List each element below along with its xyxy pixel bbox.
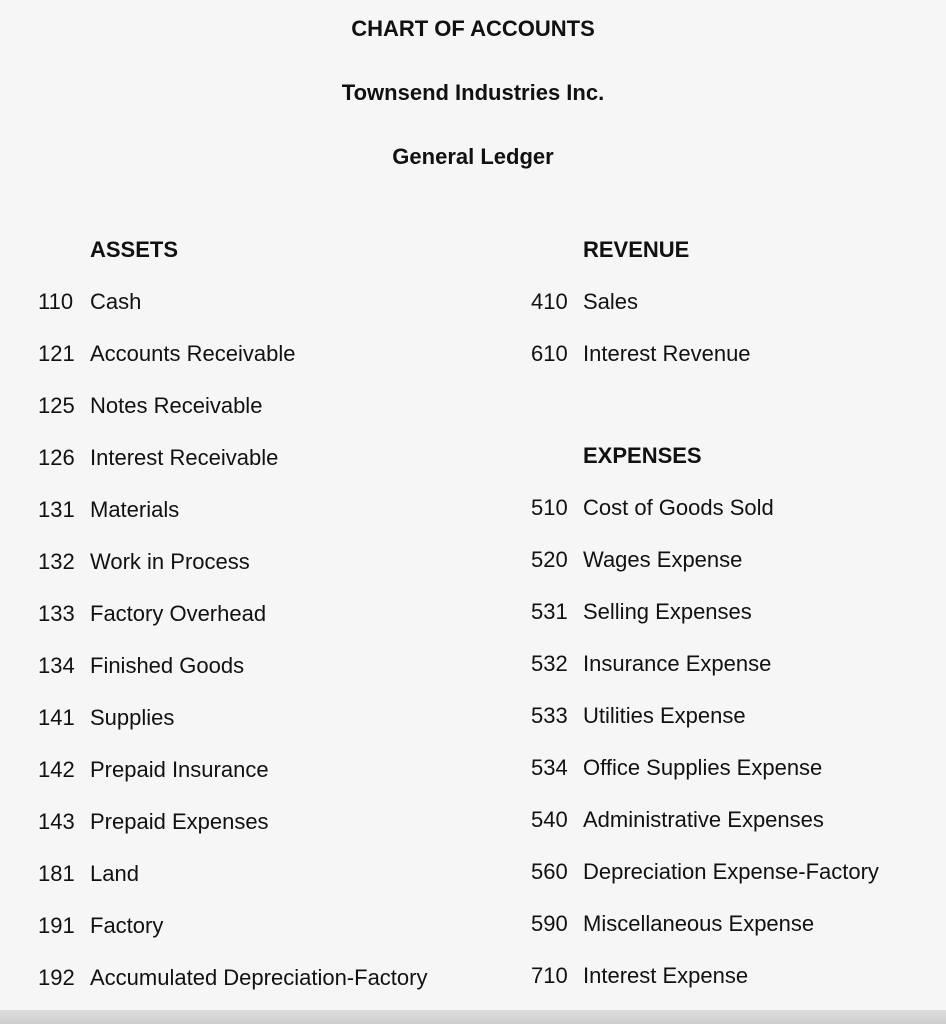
account-number: 533: [531, 703, 568, 728]
list-item: [38, 600, 427, 652]
account-name: Supplies: [90, 705, 175, 730]
list-item: [38, 808, 427, 860]
account-name: Land: [90, 861, 139, 886]
list-item: [531, 288, 879, 340]
account-name: Insurance Expense: [583, 651, 772, 676]
list-item: [38, 444, 427, 496]
account-number: 534: [531, 755, 568, 780]
account-name: Selling Expenses: [583, 599, 752, 624]
account-number: 192: [38, 965, 75, 990]
list-item: [531, 858, 879, 910]
list-item: [531, 806, 879, 858]
account-name: Office Supplies Expense: [583, 755, 823, 780]
account-name: Interest Expense: [583, 963, 749, 988]
account-number: 531: [531, 599, 568, 624]
page-bottom-edge: [0, 1010, 946, 1024]
account-name: Cash: [90, 289, 142, 314]
account-number: 181: [38, 861, 75, 886]
list-item: [38, 964, 427, 1016]
list-item: [531, 340, 879, 392]
account-number: 510: [531, 495, 568, 520]
account-number: 560: [531, 859, 568, 884]
account-name: Work in Process: [90, 549, 250, 574]
account-name: Cost of Goods Sold: [583, 495, 774, 520]
account-name: Interest Receivable: [90, 445, 279, 470]
account-number: 610: [531, 341, 568, 366]
account-number: 410: [531, 289, 568, 314]
list-item: [531, 910, 879, 962]
list-item: [531, 546, 879, 598]
account-name: Accounts Receivable: [90, 341, 296, 366]
account-number: 141: [38, 705, 75, 730]
account-number: 540: [531, 807, 568, 832]
list-item: [38, 340, 427, 392]
account-number: 126: [38, 445, 75, 470]
account-number: 520: [531, 547, 568, 572]
expenses-list: [531, 494, 879, 1014]
account-number: 121: [38, 341, 75, 366]
assets-list: [38, 288, 427, 1016]
list-item: [38, 860, 427, 912]
list-item: [531, 494, 879, 546]
account-name: Administrative Expenses: [583, 807, 824, 832]
list-item: [531, 754, 879, 806]
account-number: 532: [531, 651, 568, 676]
list-item: [38, 704, 427, 756]
account-name: Finished Goods: [90, 653, 245, 678]
account-name: Notes Receivable: [90, 393, 263, 418]
account-number: 133: [38, 601, 75, 626]
account-number: 132: [38, 549, 75, 574]
account-name: Sales: [583, 289, 639, 314]
expenses-heading: EXPENSES: [583, 443, 702, 468]
account-name: Utilities Expense: [583, 703, 746, 728]
account-name: Prepaid Insurance: [90, 757, 269, 782]
assets-heading: ASSETS: [90, 237, 179, 262]
account-name: Materials: [90, 497, 180, 522]
account-number: 191: [38, 913, 75, 938]
account-number: 125: [38, 393, 75, 418]
list-item: [531, 962, 879, 1014]
account-number: 710: [531, 963, 568, 988]
list-item: [38, 756, 427, 808]
list-item: [531, 702, 879, 754]
list-item: [38, 288, 427, 340]
list-item: [38, 496, 427, 548]
list-item: [38, 392, 427, 444]
account-number: 134: [38, 653, 75, 678]
list-item: [531, 598, 879, 650]
ledger-title: General Ledger: [392, 144, 554, 169]
account-name: Depreciation Expense-Factory: [583, 859, 879, 884]
revenue-heading: REVENUE: [583, 237, 690, 262]
revenue-expenses-column: [531, 236, 879, 1014]
account-name: Interest Revenue: [583, 341, 751, 366]
revenue-list: [531, 288, 879, 392]
account-number: 142: [38, 757, 75, 782]
list-item: [531, 650, 879, 702]
account-number: 110: [38, 289, 74, 314]
account-name: Factory Overhead: [90, 601, 267, 626]
account-name: Wages Expense: [583, 547, 743, 572]
list-item: [38, 548, 427, 600]
assets-column: [38, 236, 427, 1016]
list-item: [38, 912, 427, 964]
account-number: 131: [38, 497, 75, 522]
account-name: Accumulated Depreciation-Factory: [90, 965, 428, 990]
account-name: Factory: [90, 913, 164, 938]
company-name: Townsend Industries Inc.: [341, 80, 605, 105]
page-title: CHART OF ACCOUNTS: [351, 16, 595, 41]
account-name: Prepaid Expenses: [90, 809, 269, 834]
account-name: Miscellaneous Expense: [583, 911, 815, 936]
account-number: 143: [38, 809, 75, 834]
account-number: 590: [531, 911, 568, 936]
list-item: [38, 652, 427, 704]
